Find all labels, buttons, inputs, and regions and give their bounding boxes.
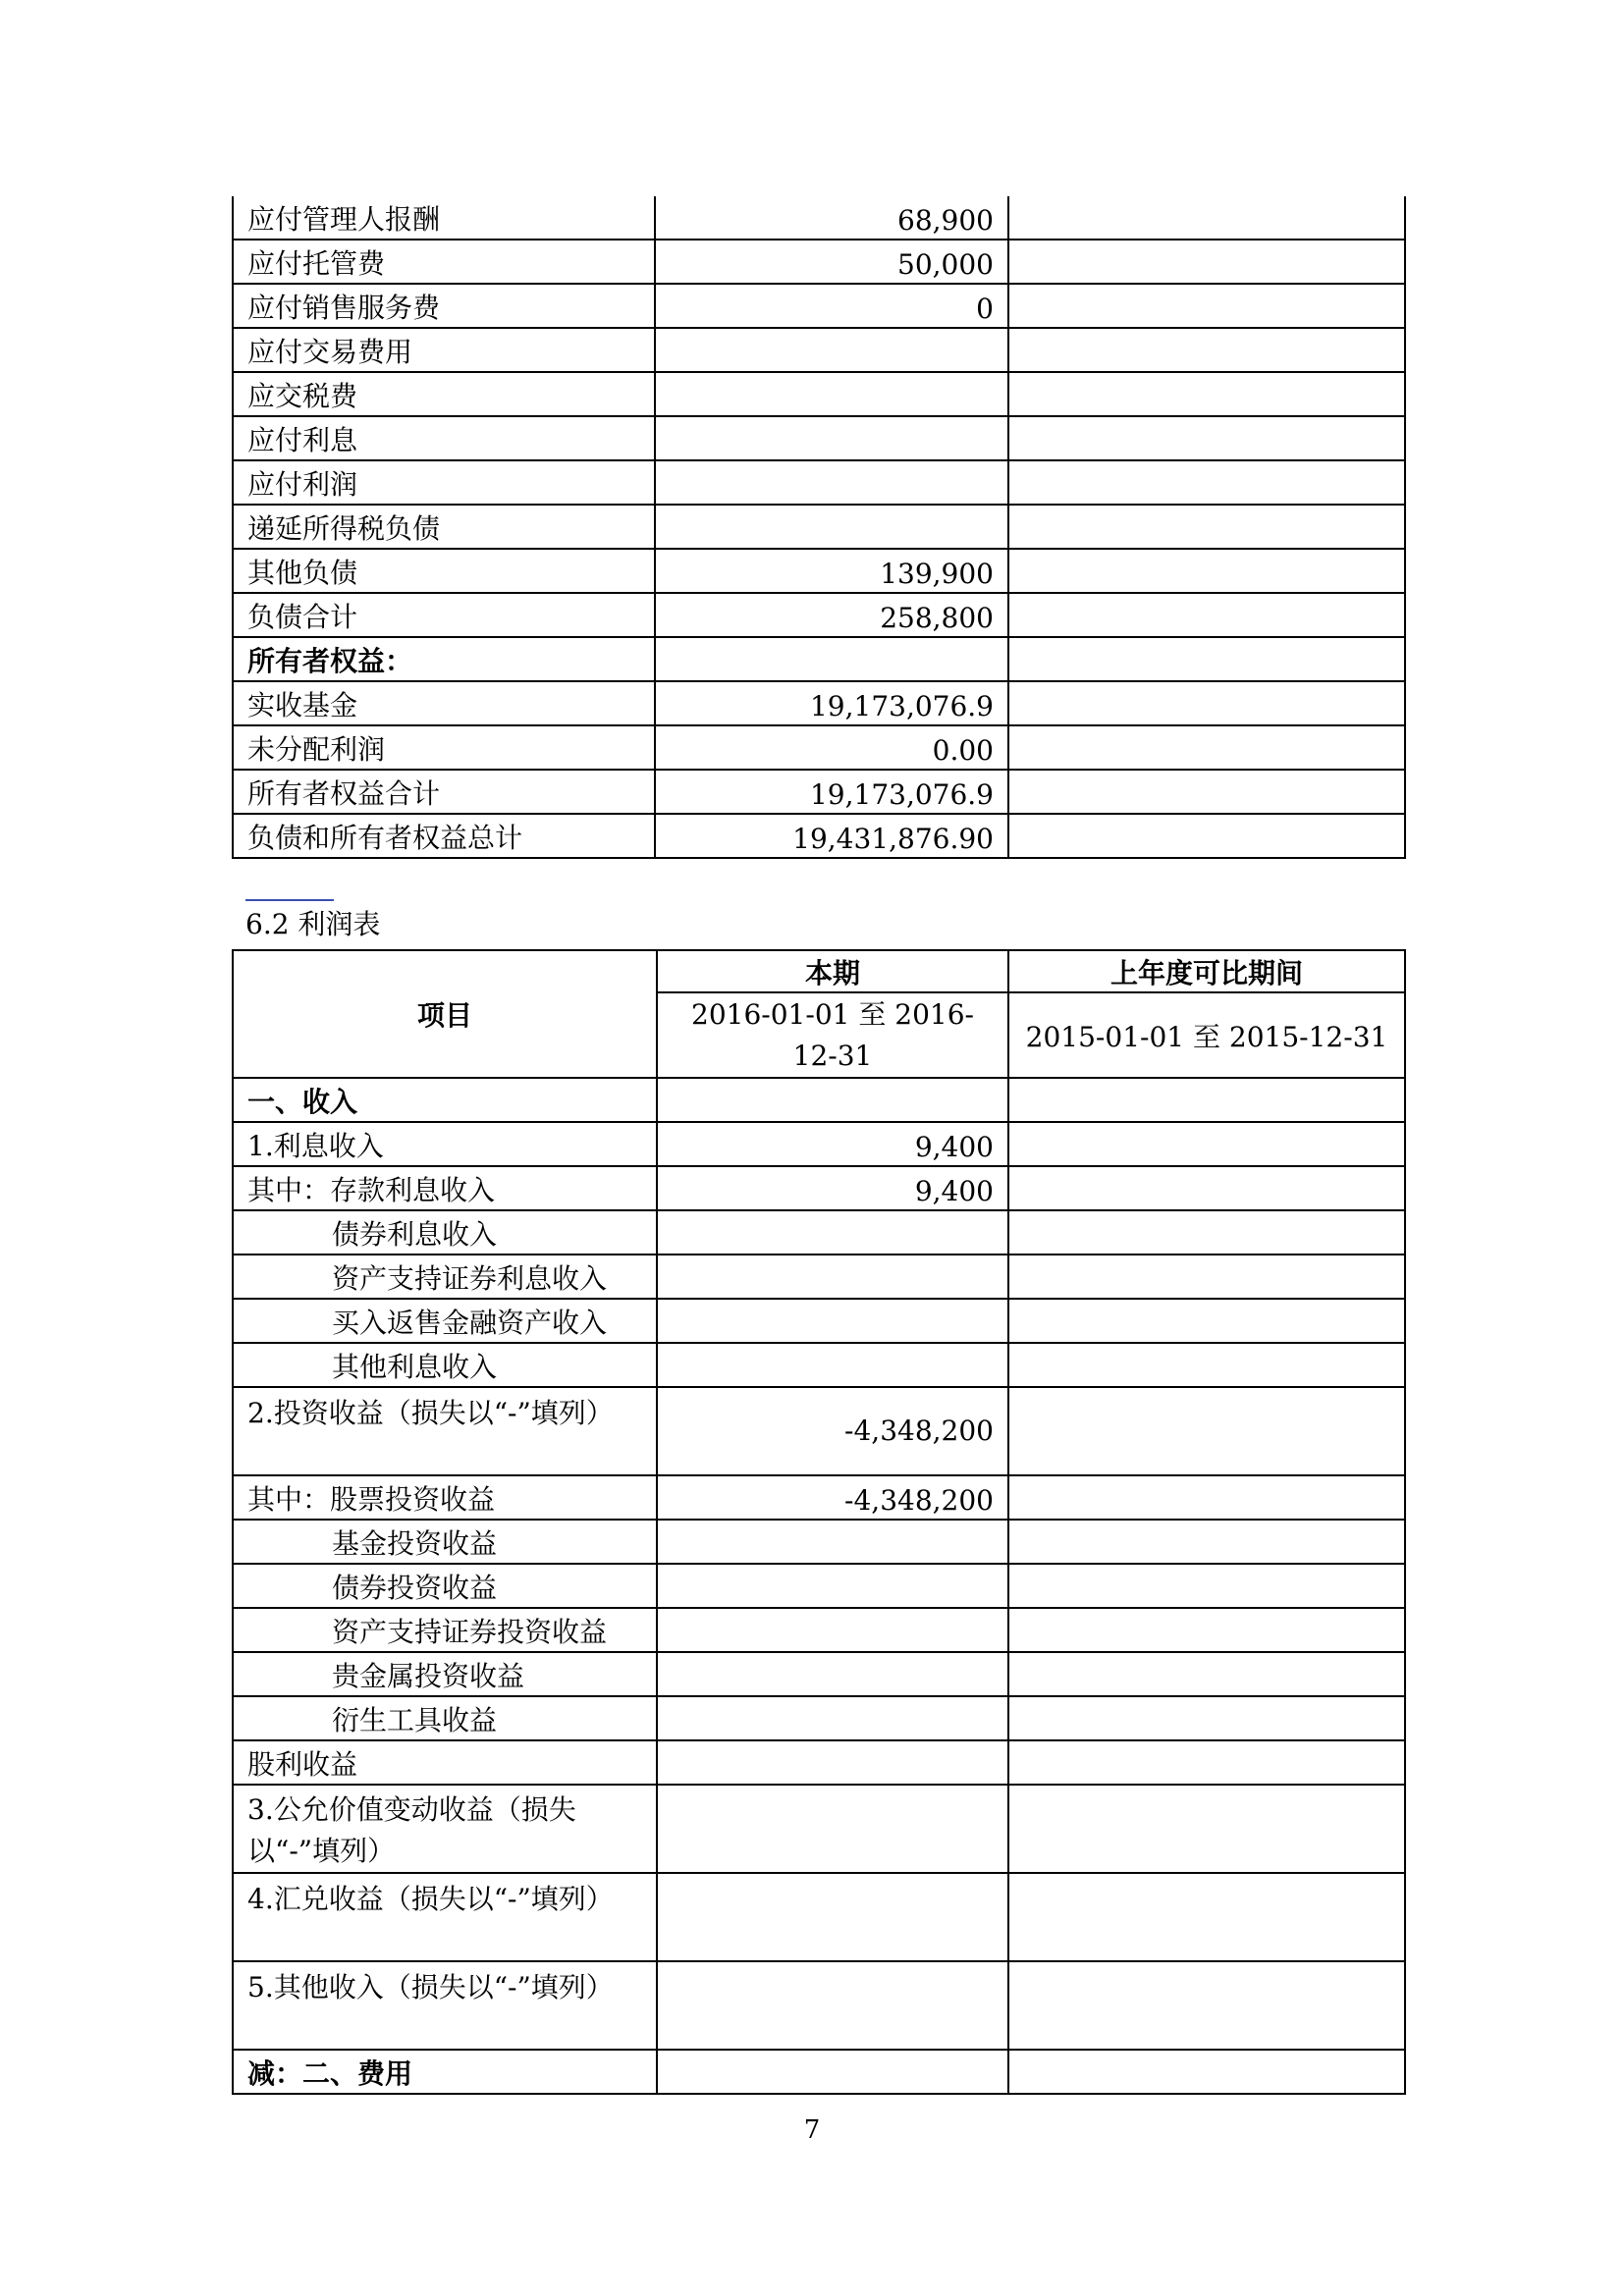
current-value: 0.00 bbox=[655, 725, 1008, 770]
prior-value bbox=[1008, 1122, 1405, 1166]
table-row bbox=[233, 1387, 1405, 1475]
table-row bbox=[233, 637, 1405, 681]
table-row bbox=[233, 1564, 1405, 1608]
current-value bbox=[657, 1078, 1008, 1122]
prior-value bbox=[1008, 240, 1405, 284]
prior-value bbox=[1008, 2050, 1405, 2094]
prior-value bbox=[1008, 549, 1405, 593]
current-value bbox=[657, 1785, 1008, 1873]
table-row bbox=[233, 1475, 1405, 1520]
prior-value bbox=[1008, 1210, 1405, 1255]
current-value: 19,173,076.9 bbox=[655, 770, 1008, 814]
row-label: 应付管理人报酬 bbox=[233, 196, 655, 240]
prior-value bbox=[1008, 1740, 1405, 1785]
current-value bbox=[655, 416, 1008, 460]
table-row bbox=[233, 1255, 1405, 1299]
row-label: 应付利息 bbox=[233, 416, 655, 460]
prior-value bbox=[1008, 593, 1405, 637]
table-row bbox=[233, 1299, 1405, 1343]
current-value: -4,348,200 bbox=[657, 1475, 1008, 1520]
current-value: 139,900 bbox=[655, 549, 1008, 593]
table-row bbox=[233, 1343, 1405, 1387]
prior-value bbox=[1008, 1873, 1405, 1961]
table-row bbox=[233, 416, 1405, 460]
row-label: 未分配利润 bbox=[233, 725, 655, 770]
row-label: 应付托管费 bbox=[233, 240, 655, 284]
row-label: 4.汇兑收益（损失以“-”填列） bbox=[233, 1873, 657, 1961]
current-value bbox=[655, 637, 1008, 681]
table-row bbox=[233, 1961, 1405, 2050]
current-value: 68,900 bbox=[655, 196, 1008, 240]
current-value bbox=[657, 1564, 1008, 1608]
table-row bbox=[233, 2050, 1405, 2094]
page-number: 7 bbox=[803, 2115, 821, 2145]
section-link-underline bbox=[245, 899, 334, 901]
table-row bbox=[233, 1652, 1405, 1696]
table-row bbox=[233, 196, 1405, 240]
current-value: 19,431,876.90 bbox=[655, 814, 1008, 858]
row-label: 基金投资收益 bbox=[233, 1520, 657, 1564]
section-heading: 减：二、费用 bbox=[233, 2050, 657, 2094]
row-label: 债券利息收入 bbox=[233, 1210, 657, 1255]
current-value: 0 bbox=[655, 284, 1008, 328]
prior-value bbox=[1008, 505, 1405, 549]
row-label: 负债合计 bbox=[233, 593, 655, 637]
header-item: 项目 bbox=[233, 950, 657, 1078]
section-heading: 所有者权益： bbox=[233, 637, 655, 681]
prior-value bbox=[1008, 1299, 1405, 1343]
prior-value bbox=[1008, 1520, 1405, 1564]
table-row bbox=[233, 460, 1405, 505]
row-label: 其中：股票投资收益 bbox=[233, 1475, 657, 1520]
table-row bbox=[233, 1210, 1405, 1255]
current-value bbox=[657, 1210, 1008, 1255]
row-label: 资产支持证券利息收入 bbox=[233, 1255, 657, 1299]
current-value bbox=[657, 1299, 1008, 1343]
current-value bbox=[655, 372, 1008, 416]
current-value: 9,400 bbox=[657, 1122, 1008, 1166]
table-row bbox=[233, 1696, 1405, 1740]
current-value bbox=[655, 460, 1008, 505]
table-row bbox=[233, 1608, 1405, 1652]
current-value bbox=[655, 328, 1008, 372]
row-label: 应交税费 bbox=[233, 372, 655, 416]
prior-value bbox=[1008, 1078, 1405, 1122]
prior-value bbox=[1008, 328, 1405, 372]
prior-value bbox=[1008, 416, 1405, 460]
current-value bbox=[657, 2050, 1008, 2094]
prior-value bbox=[1008, 1608, 1405, 1652]
table-row bbox=[233, 1078, 1405, 1122]
prior-value bbox=[1008, 725, 1405, 770]
section-heading: 一、收入 bbox=[233, 1078, 657, 1122]
table-row bbox=[233, 328, 1405, 372]
row-label: 应付交易费用 bbox=[233, 328, 655, 372]
table-row bbox=[233, 372, 1405, 416]
current-value: 9,400 bbox=[657, 1166, 1008, 1210]
header-current-period: 本期 bbox=[657, 950, 1008, 992]
table-row bbox=[233, 770, 1405, 814]
row-label: 5.其他收入（损失以“-”填列） bbox=[233, 1961, 657, 2050]
row-label: 负债和所有者权益总计 bbox=[233, 814, 655, 858]
row-label: 债券投资收益 bbox=[233, 1564, 657, 1608]
prior-value bbox=[1008, 1652, 1405, 1696]
prior-value bbox=[1008, 1387, 1405, 1475]
header-prior-period: 上年度可比期间 bbox=[1008, 950, 1405, 992]
row-label: 衍生工具收益 bbox=[233, 1696, 657, 1740]
prior-value bbox=[1008, 1475, 1405, 1520]
prior-value bbox=[1008, 814, 1405, 858]
current-value bbox=[657, 1961, 1008, 2050]
row-label: 其中：存款利息收入 bbox=[233, 1166, 657, 1210]
prior-value bbox=[1008, 1343, 1405, 1387]
current-value bbox=[657, 1652, 1008, 1696]
table-row bbox=[233, 1740, 1405, 1785]
header-current-range: 2016-01-01 至 2016-12-31 bbox=[657, 992, 1008, 1078]
row-label: 3.公允价值变动收益（损失以“-”填列） bbox=[233, 1785, 657, 1873]
prior-value bbox=[1008, 1166, 1405, 1210]
table-row bbox=[233, 549, 1405, 593]
header-row bbox=[233, 950, 1405, 992]
row-label: 贵金属投资收益 bbox=[233, 1652, 657, 1696]
table-row bbox=[233, 1785, 1405, 1873]
row-label: 1.利息收入 bbox=[233, 1122, 657, 1166]
table-row bbox=[233, 1520, 1405, 1564]
section-title: 6.2 利润表 bbox=[245, 908, 381, 940]
current-value bbox=[657, 1520, 1008, 1564]
table-row bbox=[233, 814, 1405, 858]
prior-value bbox=[1008, 770, 1405, 814]
table-row bbox=[233, 1873, 1405, 1961]
header-prior-range: 2015-01-01 至 2015-12-31 bbox=[1008, 992, 1405, 1078]
current-value bbox=[657, 1255, 1008, 1299]
prior-value bbox=[1008, 284, 1405, 328]
current-value: 258,800 bbox=[655, 593, 1008, 637]
prior-value bbox=[1008, 1696, 1405, 1740]
prior-value bbox=[1008, 460, 1405, 505]
balance-sheet-table bbox=[232, 196, 1406, 859]
row-label: 所有者权益合计 bbox=[233, 770, 655, 814]
current-value bbox=[657, 1608, 1008, 1652]
row-label: 递延所得税负债 bbox=[233, 505, 655, 549]
row-label: 2.投资收益（损失以“-”填列） bbox=[233, 1387, 657, 1475]
row-label: 股利收益 bbox=[233, 1740, 657, 1785]
prior-value bbox=[1008, 637, 1405, 681]
table-row bbox=[233, 593, 1405, 637]
prior-value bbox=[1008, 1255, 1405, 1299]
prior-value bbox=[1008, 1961, 1405, 2050]
current-value bbox=[657, 1343, 1008, 1387]
prior-value bbox=[1008, 1564, 1405, 1608]
row-label: 其他利息收入 bbox=[233, 1343, 657, 1387]
income-statement-table bbox=[232, 949, 1406, 2095]
current-value bbox=[655, 505, 1008, 549]
prior-value bbox=[1008, 1785, 1405, 1873]
table-row bbox=[233, 725, 1405, 770]
current-value: 19,173,076.9 bbox=[655, 681, 1008, 725]
prior-value bbox=[1008, 372, 1405, 416]
prior-value bbox=[1008, 196, 1405, 240]
table-row bbox=[233, 681, 1405, 725]
row-label: 买入返售金融资产收入 bbox=[233, 1299, 657, 1343]
prior-value bbox=[1008, 681, 1405, 725]
current-value bbox=[657, 1740, 1008, 1785]
table-row bbox=[233, 284, 1405, 328]
current-value: -4,348,200 bbox=[657, 1387, 1008, 1475]
row-label: 实收基金 bbox=[233, 681, 655, 725]
table-row bbox=[233, 505, 1405, 549]
row-label: 资产支持证券投资收益 bbox=[233, 1608, 657, 1652]
row-label: 应付利润 bbox=[233, 460, 655, 505]
current-value bbox=[657, 1696, 1008, 1740]
table-row bbox=[233, 240, 1405, 284]
current-value bbox=[657, 1873, 1008, 1961]
table-row bbox=[233, 1166, 1405, 1210]
table-row bbox=[233, 1122, 1405, 1166]
row-label: 其他负债 bbox=[233, 549, 655, 593]
current-value: 50,000 bbox=[655, 240, 1008, 284]
row-label: 应付销售服务费 bbox=[233, 284, 655, 328]
